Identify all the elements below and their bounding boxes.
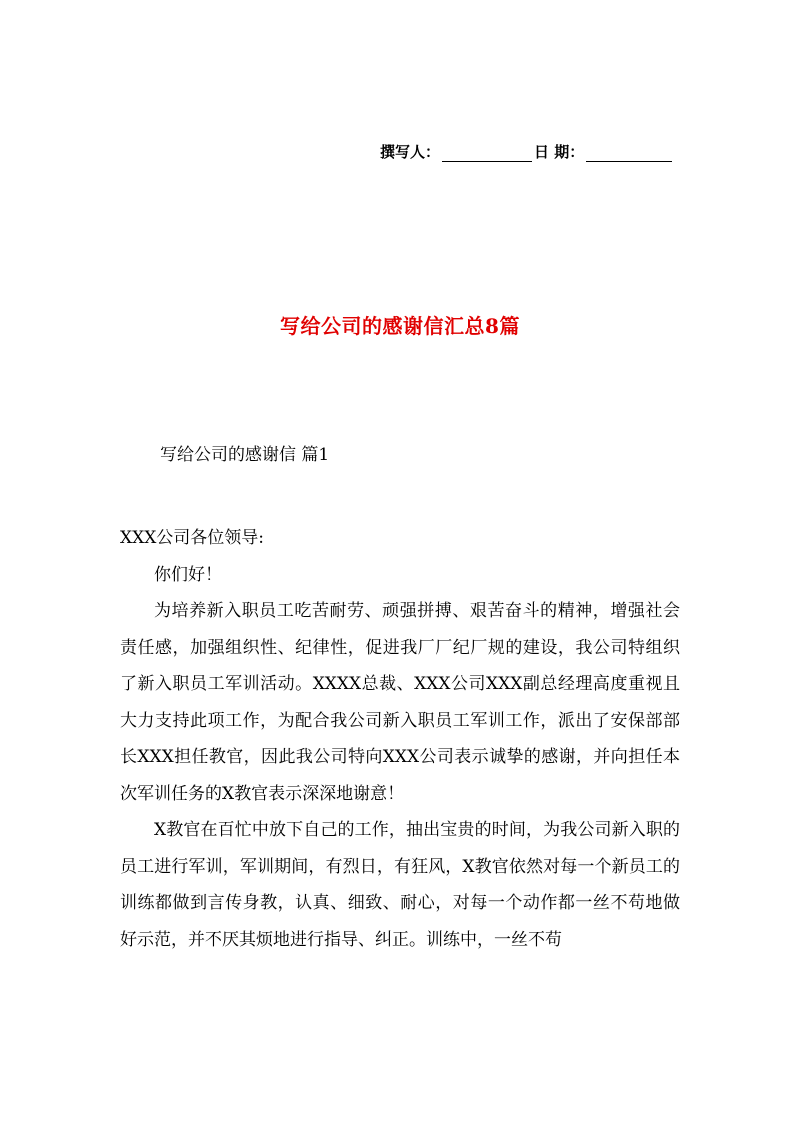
author-date-line	[380, 140, 700, 162]
date-blank-field	[586, 147, 672, 162]
date-label: 日 期：	[534, 143, 585, 161]
greeting: 你们好！	[154, 564, 222, 585]
document-title: 写给公司的感谢信汇总8篇	[280, 314, 520, 338]
section-heading: 写给公司的感谢信 篇1	[160, 445, 330, 465]
paragraph-1: 为培养新入职员工吃苦耐劳、顽强拼搏、艰苦奋斗的精神，增强社会责任感，加强组织性、纪律性，促进我厂厂纪厂规的建设，我公司特组织了新入职员工军训活动。XXXX总裁、XXX公司XXX副总经理高度重视且大力支持此项工作，为配合我公司新入职员工军训工作，派出了安保部部长XXX担任教官，因此我公司特向XXX公司表示诚挚的感谢，并向担任本次军训任务的X教官表示深深地谢意！	[120, 601, 680, 804]
author-blank-field	[442, 147, 532, 162]
salutation: XXX公司各位领导:	[120, 528, 265, 548]
letter-body	[120, 520, 680, 958]
paragraph-2: X教官在百忙中放下自己的工作，抽出宝贵的时间，为我公司新入职的员工进行军训，军训期间，有烈日，有狂风，X教官依然对每一个新员工的训练都做到言传身教，认真、细致、耐心，对每一个动作都一丝不苟地做好示范，并不厌其烦地进行指导、纠正。训练中，一丝不苟	[120, 820, 680, 950]
author-label: 撰写人：	[380, 143, 441, 161]
